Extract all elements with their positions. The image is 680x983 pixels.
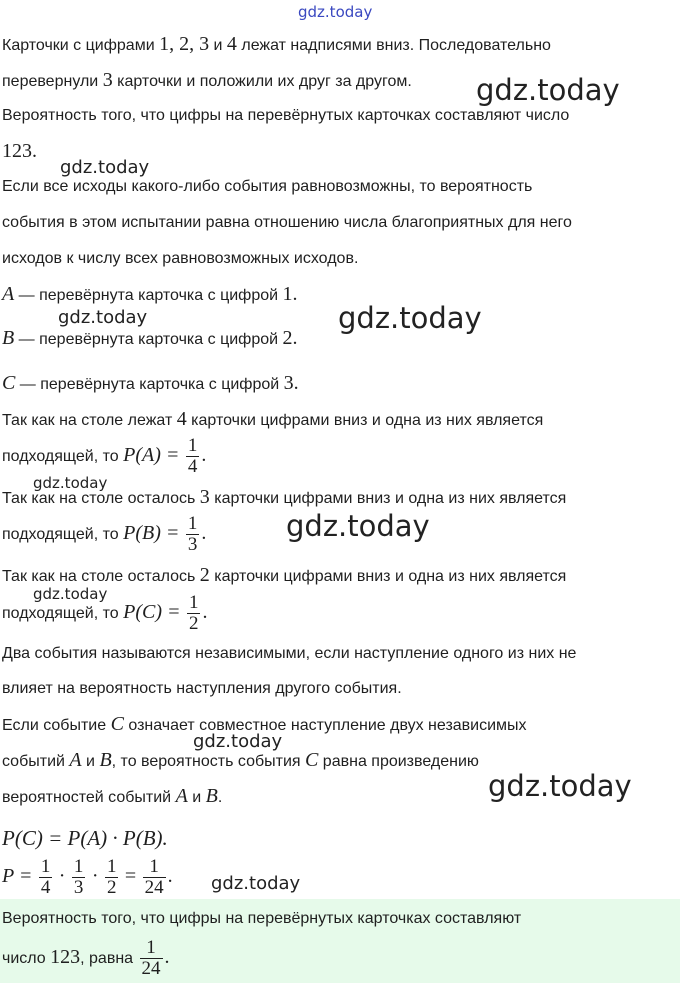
fraction: $\frac{1}{4}$: [40, 856, 51, 899]
rule-line: Если все исходы какого-либо события равновозможны, то вероятность: [2, 178, 533, 195]
watermark: gdz.today: [488, 769, 632, 803]
event-c: C — перевёрнута карточка с цифрой 3.: [2, 372, 299, 394]
rule3-line-2: событий A и B, то вероятность события C равна произведению: [2, 749, 479, 771]
rule-line: события в этом испытании равна отношению числа благоприятных для него: [2, 214, 572, 231]
step-a-line-1: Так как на столе лежат 4 карточки цифрами вниз и одна из них является: [2, 408, 544, 430]
step-c-line-1: Так как на столе осталось 2 карточки цифрами вниз и одна из них является: [2, 564, 567, 586]
formula-result: P = $\frac{1}{4}$ · $\frac{1}{3}$ · $\frac{1}{2}$ = $\frac{1}{24}$ .: [2, 856, 173, 899]
step-a-line-2: подходящей, то P(A) = $\frac{1}{4}$ .: [2, 435, 207, 478]
rule-line: Два события называются независимыми, если наступление одного из них не: [2, 645, 577, 662]
watermark: gdz.today: [193, 731, 283, 752]
event-a: A — перевёрнута карточка с цифрой 1.: [2, 283, 298, 305]
problem-line-4: 123.: [2, 140, 37, 162]
formula-product: P(C) = P(A) · P(B).: [2, 826, 168, 850]
event-b: B — перевёрнута карточка с цифрой 2.: [2, 327, 298, 349]
problem-line-3: Вероятность того, что цифры на перевёрнутых карточках составляют число: [2, 107, 570, 124]
rule-line: исходов к числу всех равновозможных исходов.: [2, 250, 359, 267]
watermark: gdz.today: [338, 301, 482, 335]
watermark: gdz.today: [286, 509, 430, 543]
fraction: $\frac{1}{4}$: [187, 435, 198, 478]
fraction: $\frac{1}{3}$: [187, 513, 198, 556]
watermark: gdz.today: [211, 873, 301, 894]
problem-line-2: перевернули 3 карточки и положили их друг за другом.: [2, 69, 412, 91]
watermark: gdz.today: [33, 585, 108, 603]
problem-line-1: Карточки с цифрами 1, 2, 3 и 4 лежат надписями вниз. Последовательно: [2, 33, 551, 55]
rule-line: влияет на вероятность наступления другого события.: [2, 680, 402, 697]
watermark: gdz.today: [58, 307, 148, 328]
step-c-line-2: подходящей, то P(C) = $\frac{1}{2}$ .: [2, 592, 208, 635]
watermark: gdz.today: [33, 474, 108, 492]
fraction: $\frac{1}{24}$: [141, 937, 161, 980]
rule3-line-1: Если событие C означает совместное наступление двух независимых: [2, 713, 527, 735]
step-b-line-1: Так как на столе осталось 3 карточки цифрами вниз и одна из них является: [2, 486, 567, 508]
watermark: gdz.today: [476, 73, 620, 107]
watermark-top: gdz.today: [298, 3, 373, 21]
fraction: $\frac{1}{2}$: [106, 856, 117, 899]
fraction: $\frac{1}{2}$: [188, 592, 199, 635]
rule3-line-3: вероятностей событий A и B.: [2, 785, 223, 807]
answer-line-2: число 123, равна $\frac{1}{24}$ .: [2, 937, 170, 980]
fraction: $\frac{1}{3}$: [73, 856, 84, 899]
fraction: $\frac{1}{24}$: [144, 856, 164, 899]
watermark: gdz.today: [60, 157, 150, 178]
step-b-line-2: подходящей, то P(B) = $\frac{1}{3}$ .: [2, 513, 207, 556]
answer-line-1: Вероятность того, что цифры на перевёрнутых карточках составляют: [2, 910, 522, 927]
